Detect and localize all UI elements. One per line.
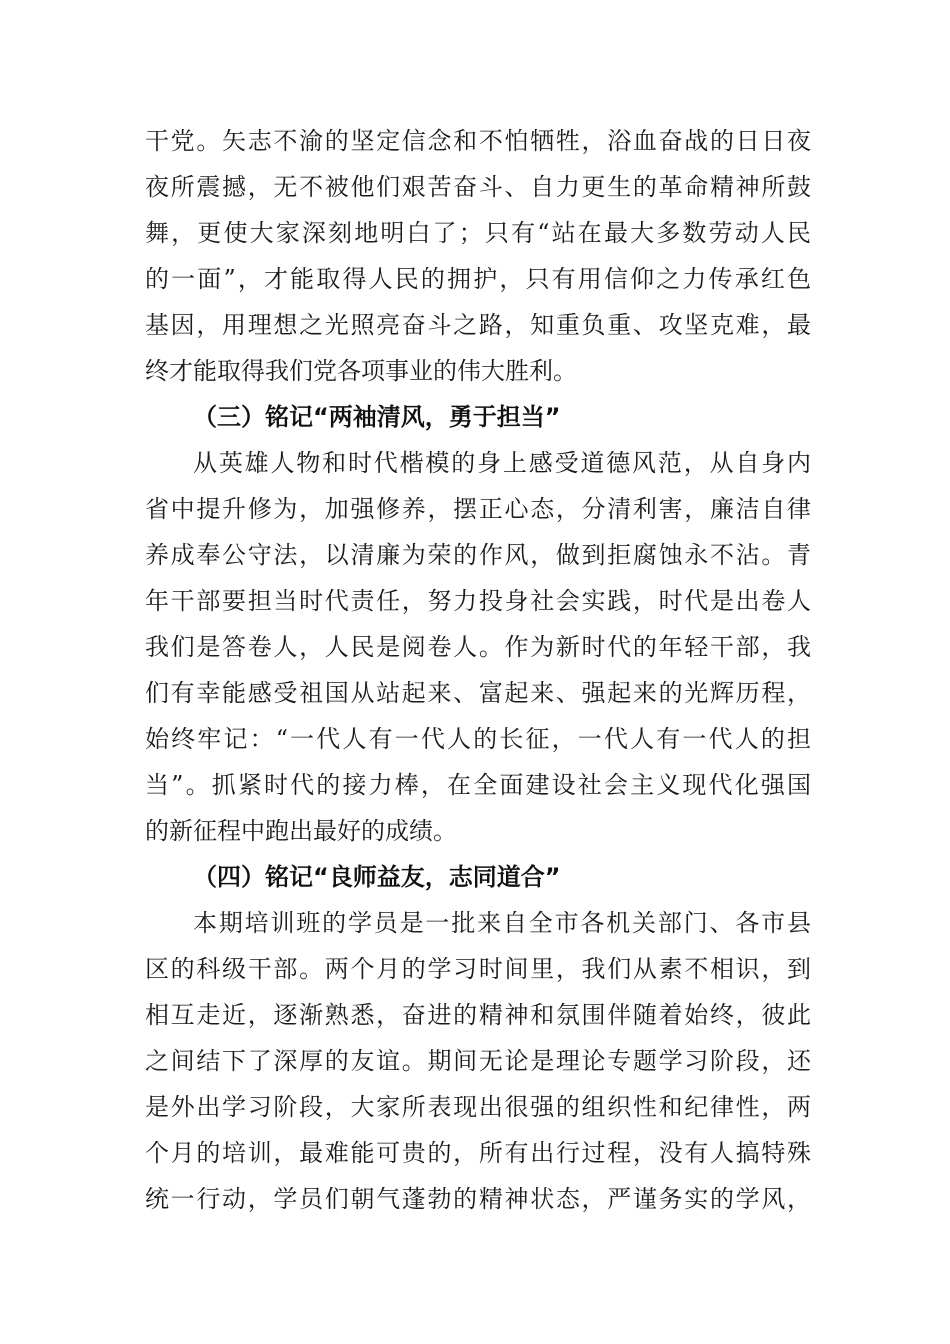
- paragraph-line: 舞，更使大家深刻地明白了；只有“站在最大多数劳动人民: [145, 219, 811, 247]
- paragraph-line: 区的科级干部。两个月的学习时间里，我们从素不相识，到: [145, 955, 811, 983]
- paragraph-line: 从英雄人物和时代楷模的身上感受道德风范，从自身内: [193, 449, 811, 477]
- paragraph-line: 个月的培训，最难能可贵的，所有出行过程，没有人搞特殊: [145, 1139, 811, 1167]
- paragraph-line: 当”。抓紧时代的接力棒，在全面建设社会主义现代化强国: [145, 771, 811, 799]
- paragraph-line: 相互走近，逐渐熟悉，奋进的精神和氛围伴随着始终，彼此: [145, 1001, 811, 1029]
- section-heading-3: （三）铭记“两袖清风，勇于担当”: [193, 403, 561, 431]
- paragraph-line: 年干部要担当时代责任，努力投身社会实践，时代是出卷人: [145, 587, 811, 615]
- paragraph-line: 基因，用理想之光照亮奋斗之路，知重负重、攻坚克难，最: [145, 311, 811, 339]
- paragraph-line: 终才能取得我们党各项事业的伟大胜利。: [145, 357, 577, 385]
- paragraph-line: 省中提升修为，加强修养，摆正心态，分清利害，廉洁自律: [145, 495, 811, 523]
- paragraph-line: 是外出学习阶段，大家所表现出很强的组织性和纪律性，两: [145, 1093, 811, 1121]
- paragraph-line: 夜所震撼，无不被他们艰苦奋斗、自力更生的革命精神所鼓: [145, 173, 811, 201]
- paragraph-line: 养成奉公守法，以清廉为荣的作风，做到拒腐蚀永不沾。青: [145, 541, 811, 569]
- paragraph-line: 的新征程中跑出最好的成绩。: [145, 817, 457, 845]
- section-heading-4: （四）铭记“良师益友，志同道合”: [193, 863, 561, 891]
- paragraph-line: 之间结下了深厚的友谊。期间无论是理论专题学习阶段，还: [145, 1047, 811, 1075]
- paragraph-line: 始终牢记：“一代人有一代人的长征，一代人有一代人的担: [145, 725, 811, 753]
- paragraph-line: 本期培训班的学员是一批来自全市各机关部门、各市县: [193, 909, 811, 937]
- paragraph-line: 我们是答卷人，人民是阅卷人。作为新时代的年轻干部，我: [145, 633, 811, 661]
- paragraph-line: 干党。矢志不渝的坚定信念和不怕牺牲，浴血奋战的日日夜: [145, 127, 811, 155]
- paragraph-line: 统一行动，学员们朝气蓬勃的精神状态，严谨务实的学风，: [145, 1185, 811, 1213]
- paragraph-line: 们有幸能感受祖国从站起来、富起来、强起来的光辉历程，: [145, 679, 811, 707]
- paragraph-line: 的一面”，才能取得人民的拥护，只有用信仰之力传承红色: [145, 265, 811, 293]
